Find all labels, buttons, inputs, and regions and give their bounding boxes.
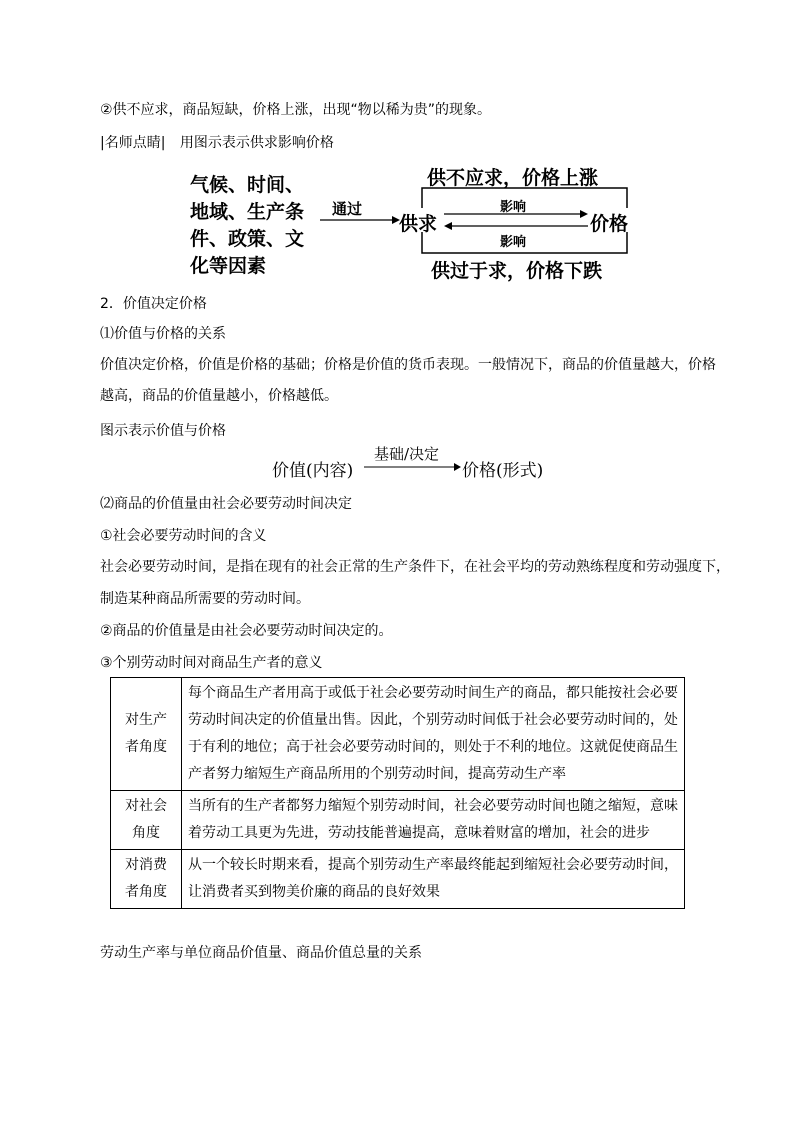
- row-label-line: 对消费: [125, 857, 167, 873]
- table-row: [111, 678, 685, 791]
- row-label: [111, 850, 182, 909]
- subsection-2-1-heading: ⑴价值与价格的关系: [100, 326, 226, 342]
- perspective-table: [110, 677, 685, 909]
- table-row: [111, 850, 685, 909]
- paragraph-snlt-line1: 社会必要劳动时间，是指在现有的社会正常的生产条件下，在社会平均的劳动熟练程度和劳动强度下，: [100, 559, 730, 575]
- paragraph-snlt-line2: 制造某种商品所需要的劳动时间。: [100, 591, 310, 607]
- tip-tag: |名师点睛|: [100, 135, 166, 151]
- row-content-line: 让消费者买到物美价廉的商品的良好效果: [188, 884, 440, 900]
- relation-label: 基础/决定: [374, 445, 440, 463]
- value-content-label: 价值(内容): [272, 461, 354, 481]
- row-content-line: 当所有的生产者都努力缩短个别劳动时间，社会必要劳动时间也随之缩短，意味: [188, 798, 678, 814]
- section-2-heading: 2．价值决定价格: [100, 296, 207, 312]
- influence-arrow-right-head: [580, 210, 588, 218]
- subsection-2-2-heading: ⑵商品的价值量由社会必要劳动时间决定: [100, 496, 352, 512]
- row-content-line: 从一个较长时期来看，提高个别劳动生产率最终能起到缩短社会必要劳动时间，: [188, 857, 678, 873]
- row-label: [111, 678, 182, 791]
- row-content-line: 着劳动工具更为先进，劳动技能普遍提高，意味着财富的增加，社会的进步: [188, 825, 650, 841]
- relation-arrow: [362, 460, 462, 474]
- tip-text: 用图示表示供求影响价格: [179, 135, 334, 151]
- paragraph-value-price-line2: 越高，商品的价值量越小，价格越低。: [100, 388, 338, 404]
- row-content: [182, 678, 685, 791]
- influence-label-bottom: 影响: [500, 235, 527, 250]
- factor-line: 化等因素: [190, 255, 267, 277]
- point-1-heading: ①社会必要劳动时间的含义: [100, 528, 267, 544]
- figure-2-title: 图示表示价值与价格: [100, 423, 226, 439]
- row-label-line: 角度: [132, 825, 160, 841]
- paragraph-supply-shortage: ②供不应求，商品短缺，价格上涨，出现“物以稀为贵”的现象。: [100, 102, 492, 118]
- row-content-line: 劳动时间决定的价值量出售。因此，个别劳动时间低于社会必要劳动时间的，处: [188, 712, 678, 728]
- via-label: 通过: [332, 200, 363, 218]
- row-label-line: 者角度: [125, 884, 167, 900]
- row-label: [111, 791, 182, 850]
- diagram-lines: [0, 0, 794, 300]
- influence-label-top: 影响: [500, 200, 527, 215]
- row-label-line: 对生产: [125, 712, 167, 728]
- row-content-line: 产者努力缩短生产商品所用的个别劳动时间，提高劳动生产率: [188, 766, 566, 782]
- factor-line: 气候、时间、: [190, 174, 305, 196]
- factor-line: 件、政策、文: [190, 228, 305, 250]
- price-node: 价格: [590, 213, 629, 235]
- surplus-text: 供过于求，价格下跌: [431, 260, 603, 282]
- row-content: [182, 850, 685, 909]
- row-label-line: 者角度: [125, 739, 167, 755]
- shortage-text: 供不应求，价格上涨: [427, 167, 599, 189]
- supply-demand-node: 供求: [399, 213, 438, 235]
- table-row: [111, 791, 685, 850]
- closing-heading: 劳动生产率与单位商品价值量、商品价值总量的关系: [100, 945, 422, 961]
- point-3-heading: ③个别劳动时间对商品生产者的意义: [100, 655, 323, 671]
- paragraph-value-price-line1: 价值决定价格，价值是价格的基础；价格是价值的货币表现。一般情况下，商品的价值量越大，价格: [100, 357, 716, 373]
- influence-arrow-left-head: [444, 222, 452, 230]
- factor-line: 地域、生产条: [190, 201, 305, 223]
- point-2-text: ②商品的价值量是由社会必要劳动时间决定的。: [100, 623, 393, 639]
- row-content-line: 每个商品生产者用高于或低于社会必要劳动时间生产的商品，都只能按社会必要: [188, 685, 678, 701]
- row-content-line: 于有利的地位；高于社会必要劳动时间的，则处于不利的地位。这就促使商品生: [188, 739, 678, 755]
- row-content: [182, 791, 685, 850]
- row-label-line: 对社会: [125, 798, 167, 814]
- price-form-label: 价格(形式): [462, 461, 544, 481]
